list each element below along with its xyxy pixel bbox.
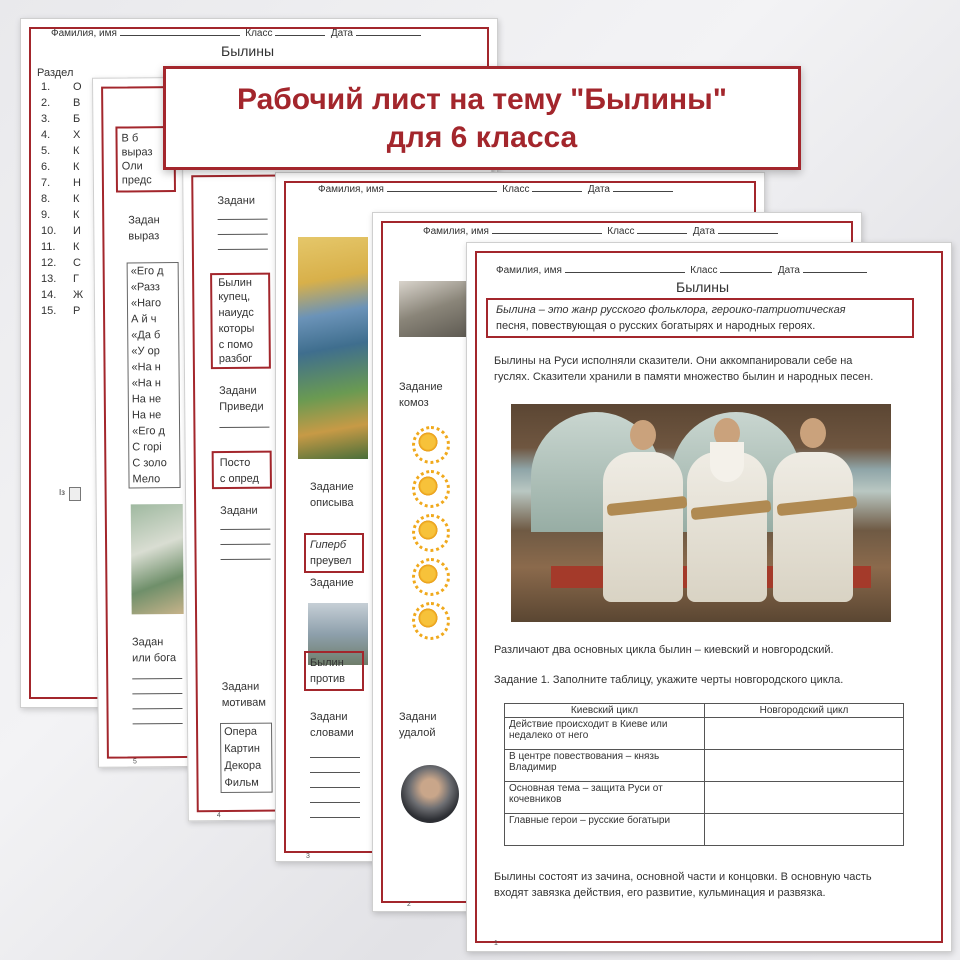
task-label: Задани [310,711,348,723]
table-row: Основная тема – защита Руси от кочевников [505,782,904,814]
bogatyr-illustration [131,504,184,614]
sun-icon [417,607,439,629]
section-label: Раздел [37,67,74,79]
definition-box: Посто с опред [212,451,272,490]
answer-cell[interactable] [705,782,904,814]
knight-statue-image [399,281,467,337]
page-number: 1 [494,940,498,947]
task-label: Задани [217,194,256,208]
task-label: Задани [220,504,258,518]
name-label: Фамилия, имя [51,28,117,39]
cycles-table [504,703,904,846]
answer-lines [218,219,268,264]
page-header: Фамилия, имя Класс Дата [423,225,778,237]
definition-line-1: Былина – это жанр русского фольклора, героико-патриотическая [496,304,846,316]
table-row: Главные герои – русские богатыри [505,814,904,846]
page-number: 2 [407,901,411,908]
title-banner [163,66,801,170]
answer-lines [310,757,360,832]
sheet-title: Былины [221,43,275,59]
task-label: Задани [399,711,437,723]
storyteller-head [630,420,656,450]
class-label: Класс [245,28,273,39]
page-number: 3 [306,853,310,860]
definition-line-2: песня, повествующая о русских богатырях и народных героях. [496,320,816,332]
works-table: Опера Картин Декора Фильм [220,723,273,793]
definition-box: В б выраз Оли предс [115,126,176,193]
sun-icon [417,475,439,497]
task-fragment: мотивам [221,696,266,710]
answer-cell[interactable] [705,718,904,750]
task-fragment: описыва [310,497,354,509]
banner-title-line-2: для 6 класса [386,121,578,154]
answer-cell[interactable] [705,750,904,782]
answer-cell[interactable] [705,814,904,846]
quotes-table: «Его д «Разз «Наго А й ч «Да б «У ор «На н «На н На не На не «Его д С горі С золо Мело [127,262,181,488]
date-label: Дата [330,28,353,39]
sun-icon [417,431,439,453]
task-label: Задани [219,384,257,398]
task-label: Задание [399,381,443,393]
table-header-novgorod: Новгородский цикл [705,704,904,718]
task-label: Задани [221,680,260,694]
bogatyr-painting [298,237,368,459]
paragraph-cycles: Различают два основных цикла былин – киевский и новгородский. [494,644,834,656]
task-1-instruction: Задание 1. Заполните таблицу, укажите черты новгородского цикла. [494,674,844,686]
task-fragment: Приведи [219,400,264,414]
definition-box: Былин против [304,651,364,691]
class-label: Класс [690,265,718,276]
definition-box: Былин купец, наиудс которы с помо разбог [210,273,271,370]
front-page-header [496,264,867,276]
task-label: Задан [128,214,160,227]
answer-lines [220,529,270,574]
task-fragment: выраз [128,230,160,243]
mark-label: Iз [59,488,65,497]
storyteller-figure [773,452,853,602]
task-fragment: или бога [132,652,177,665]
task-fragment: удалой [399,727,436,739]
banner-title-line-1: Рабочий лист на тему "Былины" [236,83,728,116]
storyteller-beard [710,442,744,482]
numbered-list: 1. 2. 3. 4. 5. 6. 7. 8. 9. 10. 11. 12. 13. 14. 15. [41,81,57,317]
table-row: В центре повествования – князь Владимир [505,750,904,782]
checkbox[interactable] [69,487,81,501]
paragraph-structure-1: Былины состоят из зачина, основной части и концовки. В основную часть [494,871,872,883]
storytellers-gusli-painting [511,404,891,622]
task-fragment: комоз [399,397,429,409]
hyperbole-box: Гиперб преувел [304,533,364,573]
table-row: Действие происходит в Киеве или недалеко от него [505,718,904,750]
answer-lines [219,427,269,442]
paragraph-structure-2: входят завязка действия, его развитие, кульминация и развязка. [494,887,826,899]
sun-icon [417,519,439,541]
task-label: Задан [131,636,164,649]
task-fragment: словами [310,727,354,739]
paragraph-storytellers-2: гуслях. Сказители хранили в памяти множество былин и народных песен. [494,371,874,383]
answer-lines [132,678,183,738]
date-label: Дата [777,265,800,276]
task-label: Задание [310,481,354,493]
bogatyr-helmet-image [401,765,459,823]
name-label: Фамилия, имя [496,265,562,276]
page-number: 5 [132,758,137,766]
list-letters: О В Б Х К К Н К К И К С Г Ж Р [73,81,84,317]
storyteller-head [800,418,826,448]
definition-box [486,298,914,338]
page-number: 4 [216,812,221,820]
task-label: Задание [310,577,354,589]
page-header [51,27,421,39]
front-title: Былины [676,279,730,295]
paragraph-storytellers-1: Былины на Руси исполняли сказители. Они аккомпанировали себе на [494,355,853,367]
sun-icon [417,563,439,585]
page-header: Фамилия, имя Класс Дата [318,183,673,195]
storyteller-figure [603,452,683,602]
table-header-kiev: Киевский цикл [505,704,705,718]
